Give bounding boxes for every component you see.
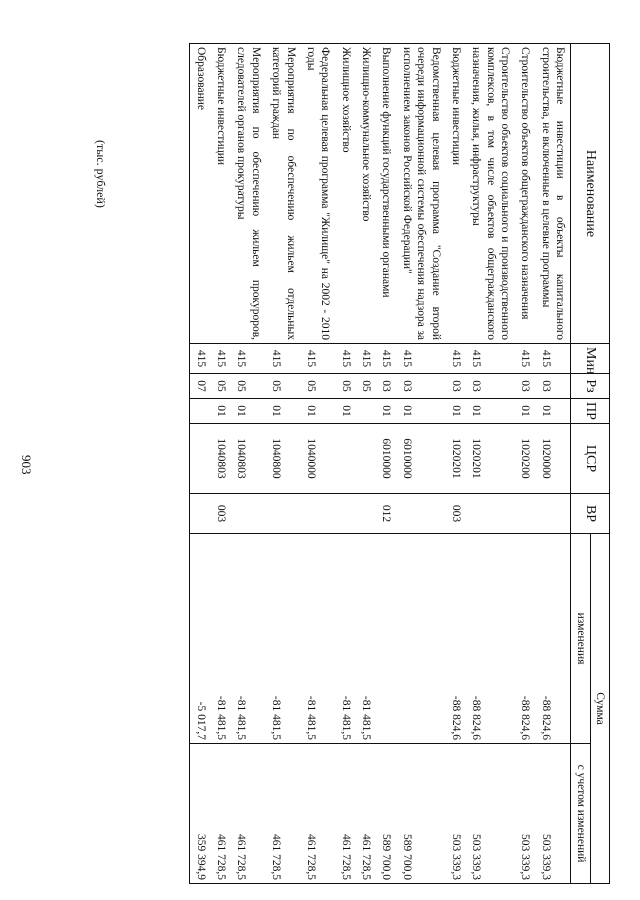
- table-header: [571, 44, 610, 884]
- row-total: 359 394,9: [190, 744, 211, 884]
- row-min: 415: [190, 344, 211, 374]
- row-name: Жилищно-коммунальное хозяйство: [356, 44, 376, 344]
- row-csr: 6010000: [397, 424, 446, 494]
- row-total: 461 728,5: [335, 744, 355, 884]
- header-rz: Рз: [571, 374, 610, 399]
- row-rz: 05: [231, 374, 266, 399]
- row-pr: 01: [536, 399, 571, 424]
- row-rz: 05: [356, 374, 376, 399]
- table-row: [536, 44, 571, 884]
- row-total: 503 339,3: [466, 744, 515, 884]
- row-csr: 1020000: [536, 424, 571, 494]
- row-rz: 03: [515, 374, 535, 399]
- table-row: [397, 44, 446, 884]
- row-vr: [356, 494, 376, 534]
- row-min: 415: [335, 344, 355, 374]
- row-name: Ведомственная целевая программа "Создание второй очереди информационной системы обеспечения надзора за исполнением законов Российской Федерации": [397, 44, 446, 344]
- row-total: 461 728,5: [211, 744, 231, 884]
- row-min: 415: [356, 344, 376, 374]
- row-pr: [356, 399, 376, 424]
- table-row: [356, 44, 376, 884]
- row-vr: [335, 494, 355, 534]
- row-vr: [515, 494, 535, 534]
- row-min: 415: [397, 344, 446, 374]
- header-changes: изменения: [571, 534, 590, 744]
- budget-table-wrapper: [100, 43, 610, 883]
- row-change: [397, 534, 446, 744]
- row-name: Бюджетные инвестиции в объекты капитального строительства, не включенные в целевые программы: [536, 44, 571, 344]
- table-row: [266, 44, 301, 884]
- row-change: -81 481,5: [335, 534, 355, 744]
- header-pr: ПР: [571, 399, 610, 424]
- row-name: Строительство объектов социального и производственного комплексов, в том числе объектов общегражданского назначения, жилья, инфраструктуры: [466, 44, 515, 344]
- row-change: -88 824,6: [536, 534, 571, 744]
- row-total: 589 700,0: [376, 744, 396, 884]
- row-total: 503 339,3: [515, 744, 535, 884]
- table-row: [301, 44, 336, 884]
- row-vr: 003: [211, 494, 231, 534]
- header-name: Наименование: [571, 44, 610, 344]
- row-vr: [397, 494, 446, 534]
- row-total: 503 339,3: [536, 744, 571, 884]
- row-min: 415: [536, 344, 571, 374]
- header-min: Мин: [571, 344, 610, 374]
- row-min: 415: [231, 344, 266, 374]
- row-name: Бюджетные инвестиции: [446, 44, 466, 344]
- row-csr: 1040000: [301, 424, 336, 494]
- row-pr: 01: [376, 399, 396, 424]
- row-vr: 012: [376, 494, 396, 534]
- table-row: [446, 44, 466, 884]
- row-min: 415: [446, 344, 466, 374]
- row-total: 461 728,5: [301, 744, 336, 884]
- row-total: 461 728,5: [356, 744, 376, 884]
- units-note: (тыс. рублей): [94, 140, 108, 208]
- budget-table: [189, 43, 610, 884]
- row-change: -81 481,5: [211, 534, 231, 744]
- row-name: Выполнение функций государственными органами: [376, 44, 396, 344]
- row-rz: 03: [466, 374, 515, 399]
- row-pr: [190, 399, 211, 424]
- row-vr: [536, 494, 571, 534]
- row-change: [376, 534, 396, 744]
- table-body: [190, 44, 571, 884]
- row-pr: 01: [231, 399, 266, 424]
- row-csr: [356, 424, 376, 494]
- row-pr: 01: [301, 399, 336, 424]
- row-name: Мероприятия по обеспечению жильем прокуроров, следователей органов прокуратуры: [231, 44, 266, 344]
- row-csr: 1040803: [231, 424, 266, 494]
- row-pr: 01: [335, 399, 355, 424]
- row-vr: [266, 494, 301, 534]
- row-change: -81 481,5: [266, 534, 301, 744]
- page-number: 903: [19, 455, 34, 475]
- row-change: -88 824,6: [466, 534, 515, 744]
- header-sum: Сумма: [590, 534, 609, 884]
- row-rz: 03: [376, 374, 396, 399]
- row-csr: [335, 424, 355, 494]
- row-change: -5 017,7: [190, 534, 211, 744]
- row-pr: 01: [466, 399, 515, 424]
- row-csr: 1040800: [266, 424, 301, 494]
- table-row: [376, 44, 396, 884]
- header-vr: ВР: [571, 494, 610, 534]
- row-change: -88 824,6: [515, 534, 535, 744]
- row-total: 503 339,3: [446, 744, 466, 884]
- row-total: 589 700,0: [397, 744, 446, 884]
- row-name: Мероприятия по обеспечению жильем отдельных категорий граждан: [266, 44, 301, 344]
- row-min: 415: [515, 344, 535, 374]
- row-rz: 03: [397, 374, 446, 399]
- row-csr: [190, 424, 211, 494]
- row-csr: 1040803: [211, 424, 231, 494]
- table-row: [231, 44, 266, 884]
- row-min: 415: [466, 344, 515, 374]
- row-pr: 01: [446, 399, 466, 424]
- table-row: [466, 44, 515, 884]
- row-csr: 1020200: [515, 424, 535, 494]
- row-name: Жилищное хозяйство: [335, 44, 355, 344]
- row-change: -81 481,5: [231, 534, 266, 744]
- table-row: [190, 44, 211, 884]
- row-rz: 05: [301, 374, 336, 399]
- row-vr: [301, 494, 336, 534]
- row-csr: 1020201: [446, 424, 466, 494]
- header-with-changes: с учетом изменений: [571, 744, 590, 884]
- row-pr: 01: [211, 399, 231, 424]
- row-csr: 6010000: [376, 424, 396, 494]
- row-pr: 01: [397, 399, 446, 424]
- row-rz: 05: [266, 374, 301, 399]
- table-row: [515, 44, 535, 884]
- row-rz: 05: [335, 374, 355, 399]
- row-rz: 03: [536, 374, 571, 399]
- row-change: -81 481,5: [356, 534, 376, 744]
- row-vr: [190, 494, 211, 534]
- row-total: 461 728,5: [231, 744, 266, 884]
- row-min: 415: [301, 344, 336, 374]
- row-pr: 01: [515, 399, 535, 424]
- row-rz: 05: [211, 374, 231, 399]
- table-row: [211, 44, 231, 884]
- row-change: -88 824,6: [446, 534, 466, 744]
- row-name: Образование: [190, 44, 211, 344]
- row-min: 415: [211, 344, 231, 374]
- row-min: 415: [376, 344, 396, 374]
- row-vr: [466, 494, 515, 534]
- row-name: Бюджетные инвестиции: [211, 44, 231, 344]
- row-name: Федеральная целевая программа "Жилище" на 2002 - 2010 годы: [301, 44, 336, 344]
- row-vr: [231, 494, 266, 534]
- row-vr: 003: [446, 494, 466, 534]
- row-total: 461 728,5: [266, 744, 301, 884]
- row-csr: 1020201: [466, 424, 515, 494]
- header-csr: ЦСР: [571, 424, 610, 494]
- row-change: -81 481,5: [301, 534, 336, 744]
- row-rz: 07: [190, 374, 211, 399]
- row-rz: 03: [446, 374, 466, 399]
- table-row: [335, 44, 355, 884]
- row-name: Строительство объектов общегражданского назначения: [515, 44, 535, 344]
- row-min: 415: [266, 344, 301, 374]
- row-pr: 01: [266, 399, 301, 424]
